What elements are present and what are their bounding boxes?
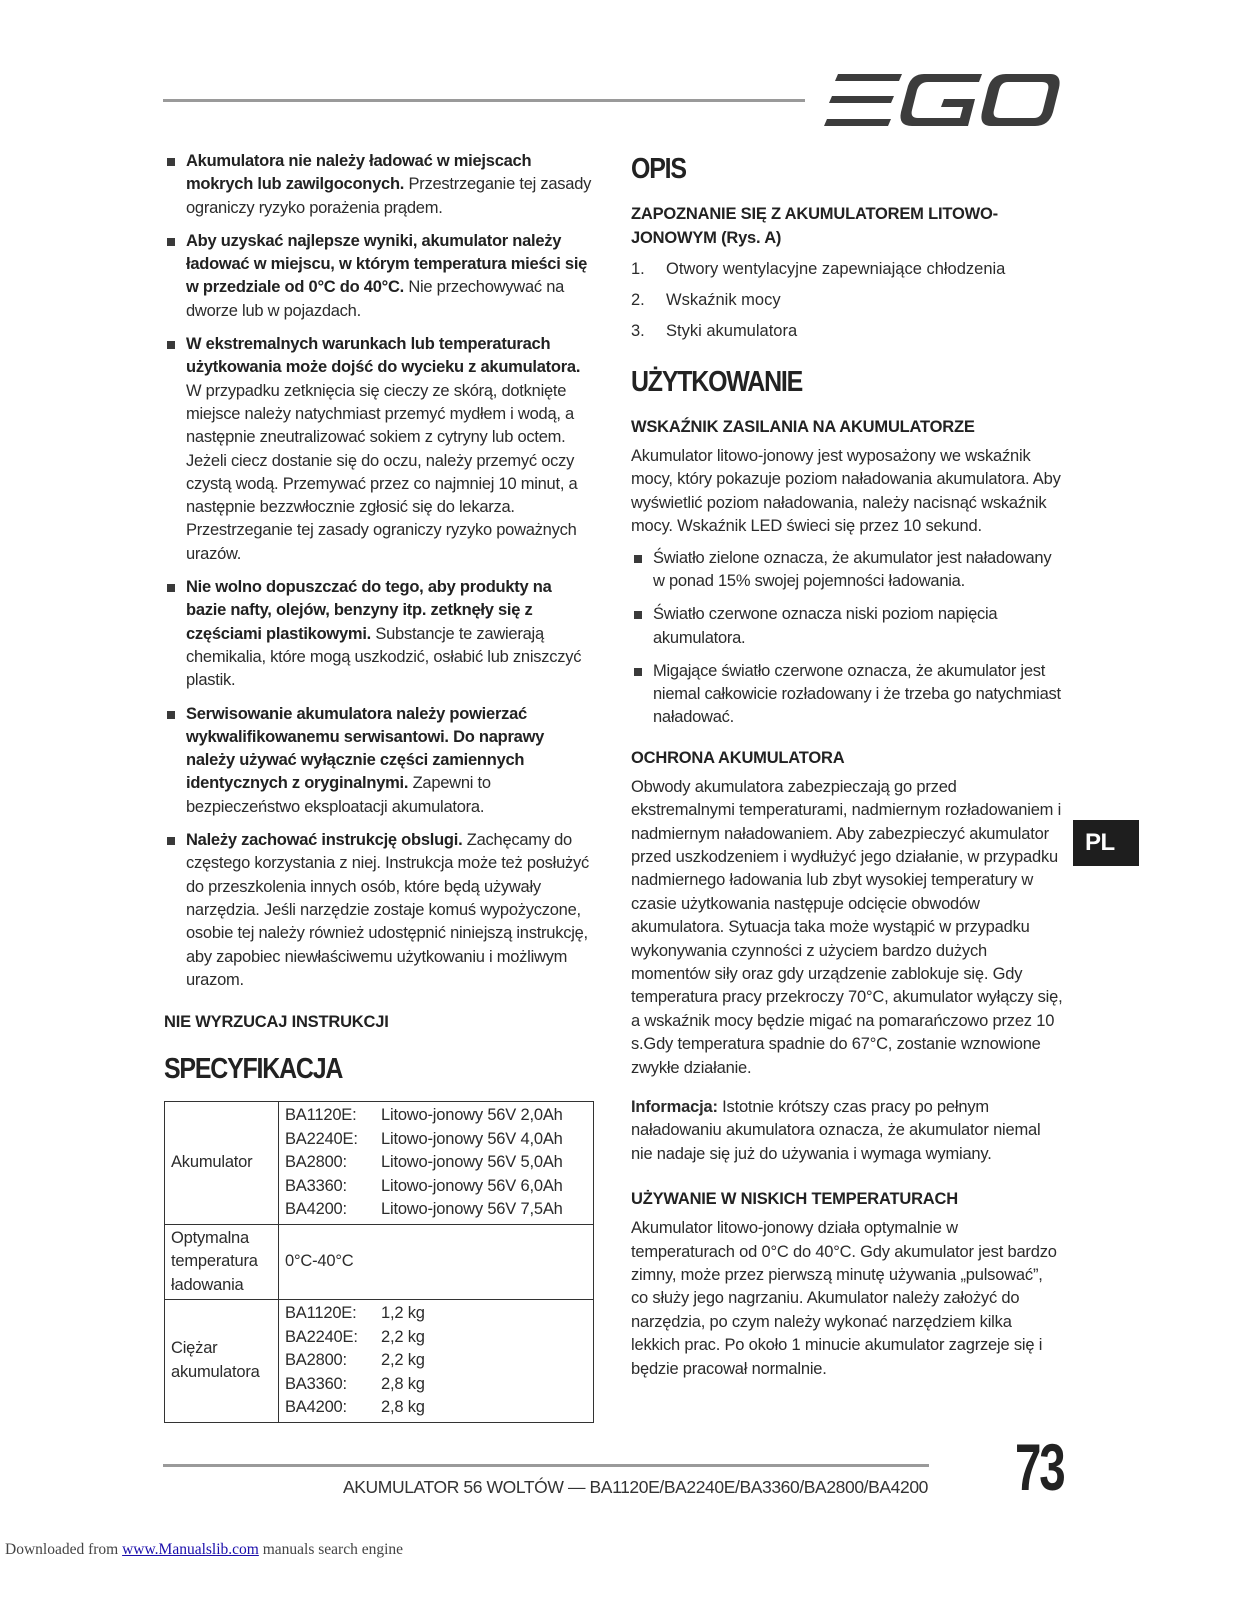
bullet-square-icon xyxy=(634,668,642,676)
indicator-subheading: WSKAŹNIK ZASILANIA NA AKUMULATORZE xyxy=(631,418,975,436)
bullet-text: Substancje te zawierają chemikalia, które mogą uszkodzić, osłabić lub zniszczyć plastik. xyxy=(186,624,582,690)
bullet-bold: Serwisowanie akumulatora należy powierzać wykwalifikowanemu serwisantowi. Do naprawy należy używać wyłącznie części zamiennych identycznych z oryginalnymi. xyxy=(186,704,545,793)
info-note xyxy=(631,1096,1063,1166)
spec-row xyxy=(285,1396,587,1420)
bullet-text: Zachęcamy do częstego korzystania z niej. Instrukcja może też posłużyć do przeszkolenia innych osób, które będą używały narzędzia. Jeśli narzędzie zostaje komuś wypożyczone, osobie tej należy również udostępnić niniejszą instrukcję, aby zapobiec niewłaściwemu użytkowaniu i możliwym urazom. xyxy=(186,831,590,989)
list-item xyxy=(631,547,1063,594)
page-number: 73 xyxy=(1015,1430,1064,1504)
item-number: 1. xyxy=(631,260,645,278)
info-label: Informacja: xyxy=(631,1097,718,1116)
model-label: BA2800: xyxy=(285,1351,347,1370)
bullet-bold: W ekstremalnych warunkach lub temperaturach użytkowania może dojść do wycieku z akumulatora. xyxy=(186,335,581,377)
list-item xyxy=(164,703,594,819)
bullet-text: W przypadku zetknięcia się cieczy ze skórą, dotknięte miejsce należy natychmiast przemyć mydłem i wodą, a następnie zneutralizować sokiem z cytryny lub octem. Jeżeli ciecz dostanie się do oczu, należy przemyć oczy czystą wodą. Przemywać przez co najmniej 10 minut, a następnie bezzwłocznie zgłosić się do lekarza. Przestrzeganie tej zasady ograniczy ryzyko poważnych urazów. xyxy=(186,381,578,563)
footer-rule xyxy=(163,1464,929,1467)
list-item xyxy=(164,230,594,323)
spec-row xyxy=(285,1349,587,1373)
model-value: 2,2 kg xyxy=(381,1351,425,1370)
opis-list xyxy=(631,258,1063,343)
safety-bullets xyxy=(164,150,594,992)
footer-title: AKUMULATOR 56 WOLTÓW — BA1120E/BA2240E/BA3360/BA2800/BA4200 xyxy=(343,1477,928,1497)
model-label: BA1120E: xyxy=(285,1106,357,1125)
bullet-text: Światło zielone oznacza, że akumulator jest naładowany w ponad 15% swojej pojemności ładowania. xyxy=(653,548,1052,590)
spec-row xyxy=(285,1198,587,1222)
list-item xyxy=(631,603,1063,650)
model-value: Litowo-jonowy 56V 2,0Ah xyxy=(381,1106,563,1125)
manualslib-link[interactable]: www.Manualslib.com xyxy=(122,1541,259,1558)
bullet-bold: Nie wolno dopuszczać do tego, aby produkty na bazie nafty, olejów, benzyny itp. zetknęły się z częściami plastikowymi. xyxy=(186,578,552,643)
spec-battery-label: Akumulator xyxy=(165,1102,279,1225)
language-tab: PL xyxy=(1073,820,1139,866)
spec-weight-values xyxy=(279,1300,594,1423)
model-label: BA4200: xyxy=(285,1200,347,1219)
ego-logo xyxy=(824,74,1060,126)
table-row xyxy=(165,1224,594,1300)
indicator-text: Akumulator litowo-jonowy jest wyposażony we wskaźnik mocy, który pokazuje poziom naładowania akumulatora. Aby wyświetlić poziom naładowania, należy nacisnąć wskaźnik mocy. Wskaźnik LED świeci się przez 10 sekund. xyxy=(631,447,1061,536)
spec-table xyxy=(164,1101,594,1423)
model-value: Litowo-jonowy 56V 7,5Ah xyxy=(381,1200,563,1219)
model-label: BA4200: xyxy=(285,1398,347,1417)
spec-row xyxy=(285,1104,587,1128)
download-suffix: manuals search engine xyxy=(258,1541,404,1558)
item-text: Otwory wentylacyjne zapewniające chłodzenia xyxy=(666,260,1006,278)
model-value: 1,2 kg xyxy=(381,1304,425,1323)
bullet-bold: Należy zachować instrukcję obslugi. xyxy=(186,831,463,850)
bullet-square-icon xyxy=(634,611,642,619)
spec-heading: SPECYFIKACJA xyxy=(164,1053,343,1086)
list-item xyxy=(631,320,1063,343)
item-number: 2. xyxy=(631,291,645,309)
list-item xyxy=(164,150,594,220)
spec-weight-label: Ciężar akumulatora xyxy=(165,1300,279,1423)
spec-row xyxy=(285,1151,587,1175)
model-value: Litowo-jonowy 56V 5,0Ah xyxy=(381,1153,563,1172)
model-label: BA3360: xyxy=(285,1374,347,1393)
model-label: BA2800: xyxy=(285,1153,347,1172)
model-value: 2,2 kg xyxy=(381,1327,425,1346)
model-value: Litowo-jonowy 56V 4,0Ah xyxy=(381,1129,563,1148)
header-rule xyxy=(163,99,805,102)
bullet-text: Nie przechowywać na dworze lub w pojazdach. xyxy=(186,278,565,320)
spec-row xyxy=(285,1128,587,1152)
list-item xyxy=(164,576,594,692)
bullet-square-icon xyxy=(167,158,175,166)
bullet-text: Zapewni to bezpieczeństwo eksploatacji akumulatora. xyxy=(186,774,491,816)
bullet-square-icon xyxy=(167,238,175,246)
list-item xyxy=(164,333,594,566)
cold-subheading: UŻYWANIE W NISKICH TEMPERATURACH xyxy=(631,1190,958,1209)
bullet-text: Światło czerwone oznacza niski poziom napięcia akumulatora. xyxy=(653,605,998,647)
list-item xyxy=(631,660,1063,730)
item-number: 3. xyxy=(631,322,645,340)
bullet-square-icon xyxy=(167,837,175,845)
spec-temp-label: Optymalna temperatura ładowania xyxy=(165,1224,279,1300)
protect-subheading: OCHRONA AKUMULATORA xyxy=(631,748,845,767)
right-column xyxy=(631,150,1063,1381)
bullet-square-icon xyxy=(167,584,175,592)
spec-battery-values xyxy=(279,1102,594,1225)
model-label: BA2240E: xyxy=(285,1327,358,1346)
download-footer xyxy=(5,1541,403,1559)
model-value: 2,8 kg xyxy=(381,1398,425,1417)
bullet-bold: Akumulatora nie należy ładować w miejscach mokrych lub zawilgoconych. xyxy=(186,152,532,194)
spec-row xyxy=(285,1175,587,1199)
use-heading: UŻYTKOWANIE xyxy=(631,366,803,398)
spec-temp-value: 0°C-40°C xyxy=(279,1224,594,1300)
list-item xyxy=(164,829,594,992)
keep-instructions-heading: NIE WYRZUCAJ INSTRUKCJI xyxy=(164,1013,389,1032)
model-label: BA2240E: xyxy=(285,1129,358,1148)
spec-row xyxy=(285,1373,587,1397)
protect-text: Obwody akumulatora zabezpieczają go przed ekstremalnymi temperaturami, nadmiernym rozładowaniem i nadmiernym naładowaniem. Aby zabezpieczyć akumulator przed uszkodzeniem i wydłużyć jego działanie, w przypadku nadmiernego ładowania lub zbyt wysokiej temperatury w czasie użytkowania następuje odcięcie obwodów akumulatora. Sytuacja taka może wystąpić w przypadku wykonywania czynności z użyciem bardzo dużych momentów siły oraz gdy urządzenie zablokuje się. Gdy temperatura pracy przekroczy 70°C, akumulator wyłączy się, a wskaźnik mocy będzie migać na pomarańczowo przez 10 s.Gdy temperatura spadnie do 67°C, zostanie wznowione zwykłe działanie. xyxy=(631,777,1063,1077)
item-text: Wskaźnik mocy xyxy=(666,291,781,309)
model-value: Litowo-jonowy 56V 6,0Ah xyxy=(381,1176,563,1195)
bullet-square-icon xyxy=(167,341,175,349)
bullet-square-icon xyxy=(167,711,175,719)
list-item xyxy=(631,258,1063,281)
item-text: Styki akumulatora xyxy=(666,322,798,340)
download-prefix: Downloaded from xyxy=(5,1541,123,1558)
opis-heading: OPIS xyxy=(631,153,686,185)
bullet-text: Przestrzeganie tej zasady ograniczy ryzyko porażenia prądem. xyxy=(186,175,592,217)
model-label: BA1120E: xyxy=(285,1304,357,1323)
indicator-bullets xyxy=(631,547,1063,730)
bullet-text: Migające światło czerwone oznacza, że akumulator jest niemal całkowicie rozładowany i że trzeba go natychmiast naładować. xyxy=(653,661,1061,727)
table-row xyxy=(165,1300,594,1423)
cold-text: Akumulator litowo-jonowy działa optymalnie w temperaturach od 0°C do 40°C. Gdy akumulator jest bardzo zimny, może przez pierwszą minutę używania „pulsować”, co służy jego nagrzaniu. Akumulator należy założyć do narzędzia, po czym należy wykonać narzędziem kilka lekkich prac. Po około 1 minucie akumulator zagrzeje się i będzie pracował normalnie. xyxy=(631,1219,1057,1378)
opis-subheading: ZAPOZNANIE SIĘ Z AKUMULATOREM LITOWO-JONOWYM (Rys. A) xyxy=(631,205,998,247)
model-label: BA3360: xyxy=(285,1176,347,1195)
left-column xyxy=(164,150,594,1423)
bullet-bold: Aby uzyskać najlepsze wyniki, akumulator należy ładować w miejscu, w którym temperatura mieści się w przedziale od 0°C do 40°C. xyxy=(186,231,588,297)
bullet-square-icon xyxy=(634,555,642,563)
table-row xyxy=(165,1102,594,1225)
model-value: 2,8 kg xyxy=(381,1374,425,1393)
list-item xyxy=(631,289,1063,312)
spec-row xyxy=(285,1302,587,1326)
info-text: Istotnie krótszy czas pracy po pełnym naładowaniu akumulatora oznacza, że akumulator niemal nie nadaje się już do używania i wymaga wymiany. xyxy=(631,1097,1041,1163)
spec-row xyxy=(285,1326,587,1350)
